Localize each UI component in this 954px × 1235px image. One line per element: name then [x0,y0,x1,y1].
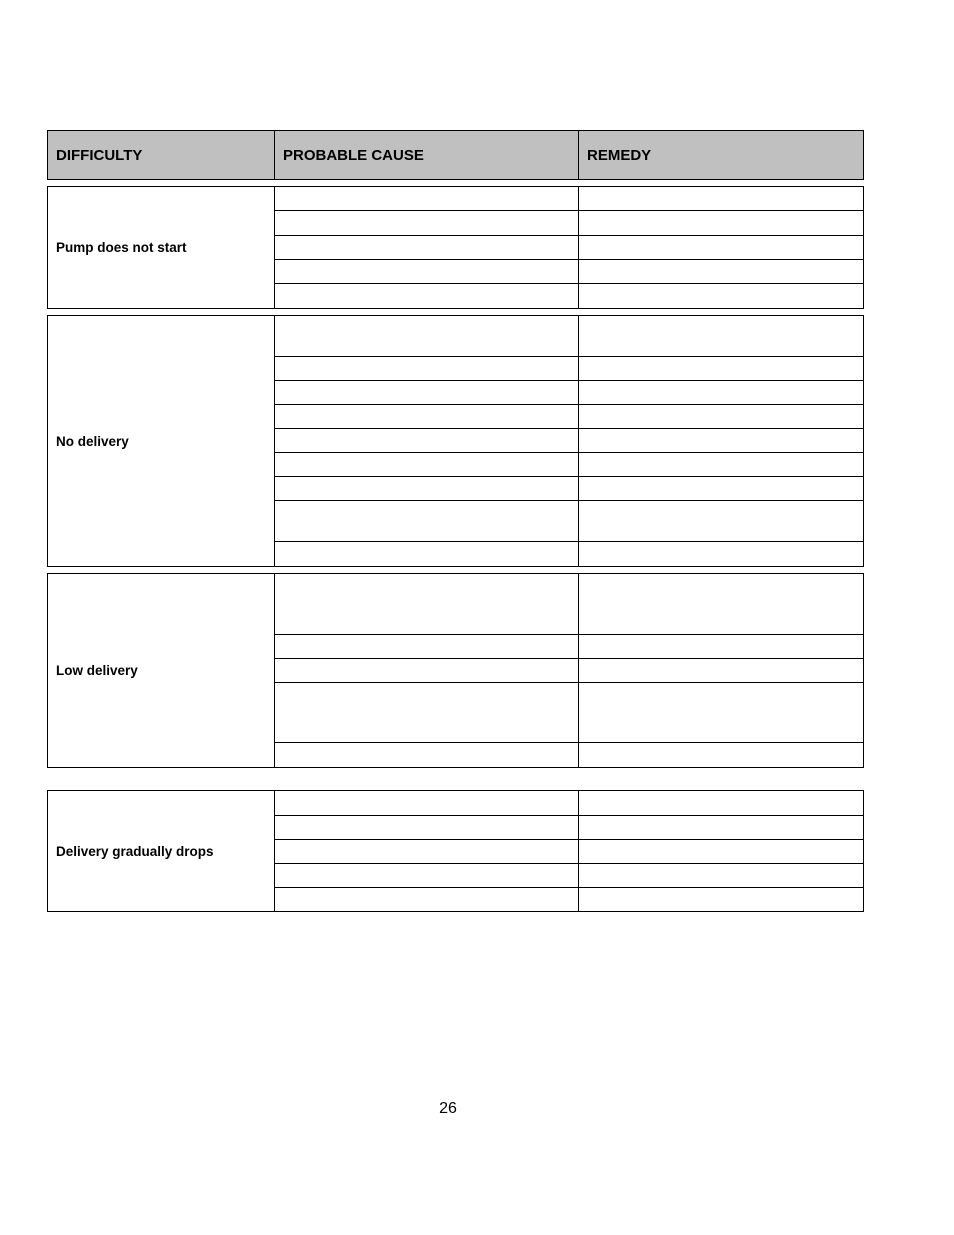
remedy-cell [579,840,864,864]
table-row [48,574,864,635]
remedy-cell [579,791,864,816]
cause-cell [275,316,579,357]
group-no-delivery [47,315,864,567]
remedy-cell [579,453,864,477]
header-probable-cause: PROBABLE CAUSE [275,131,579,180]
remedy-cell [579,284,864,309]
cause-cell [275,187,579,211]
remedy-cell [579,888,864,912]
header-remedy: REMEDY [579,131,864,180]
cause-cell [275,683,579,743]
cause-cell [275,635,579,659]
remedy-cell [579,260,864,284]
table-row [48,187,864,211]
remedy-cell [579,683,864,743]
remedy-cell [579,574,864,635]
difficulty-cell: Low delivery [48,574,275,768]
cause-cell [275,743,579,768]
remedy-cell [579,501,864,542]
header-row [48,131,864,180]
cause-cell [275,888,579,912]
difficulty-cell: No delivery [48,316,275,567]
cause-cell [275,429,579,453]
cause-cell [275,236,579,260]
remedy-cell [579,659,864,683]
remedy-cell [579,816,864,840]
cause-cell [275,791,579,816]
cause-cell [275,659,579,683]
cause-cell [275,260,579,284]
cause-cell [275,864,579,888]
remedy-cell [579,864,864,888]
cause-cell [275,477,579,501]
remedy-cell [579,236,864,260]
cause-cell [275,840,579,864]
cause-cell [275,284,579,309]
remedy-cell [579,381,864,405]
remedy-cell [579,477,864,501]
difficulty-cell: Pump does not start [48,187,275,309]
group-low-delivery [47,573,864,768]
header-difficulty: DIFFICULTY [48,131,275,180]
page-number: 26 [439,1100,457,1117]
cause-cell [275,453,579,477]
remedy-cell [579,357,864,381]
remedy-cell [579,405,864,429]
remedy-cell [579,187,864,211]
cause-cell [275,357,579,381]
cause-cell [275,501,579,542]
remedy-cell [579,211,864,236]
cause-cell [275,211,579,236]
cause-cell [275,542,579,567]
remedy-cell [579,635,864,659]
remedy-cell [579,743,864,768]
difficulty-cell: Delivery gradually drops [48,791,275,912]
cause-cell [275,405,579,429]
table-header [47,130,864,180]
cause-cell [275,574,579,635]
remedy-cell [579,542,864,567]
group-delivery-gradually-drops [47,790,864,912]
remedy-cell [579,429,864,453]
table-row [48,316,864,357]
cause-cell [275,381,579,405]
table-row [48,791,864,816]
remedy-cell [579,316,864,357]
group-pump-does-not-start [47,186,864,309]
cause-cell [275,816,579,840]
